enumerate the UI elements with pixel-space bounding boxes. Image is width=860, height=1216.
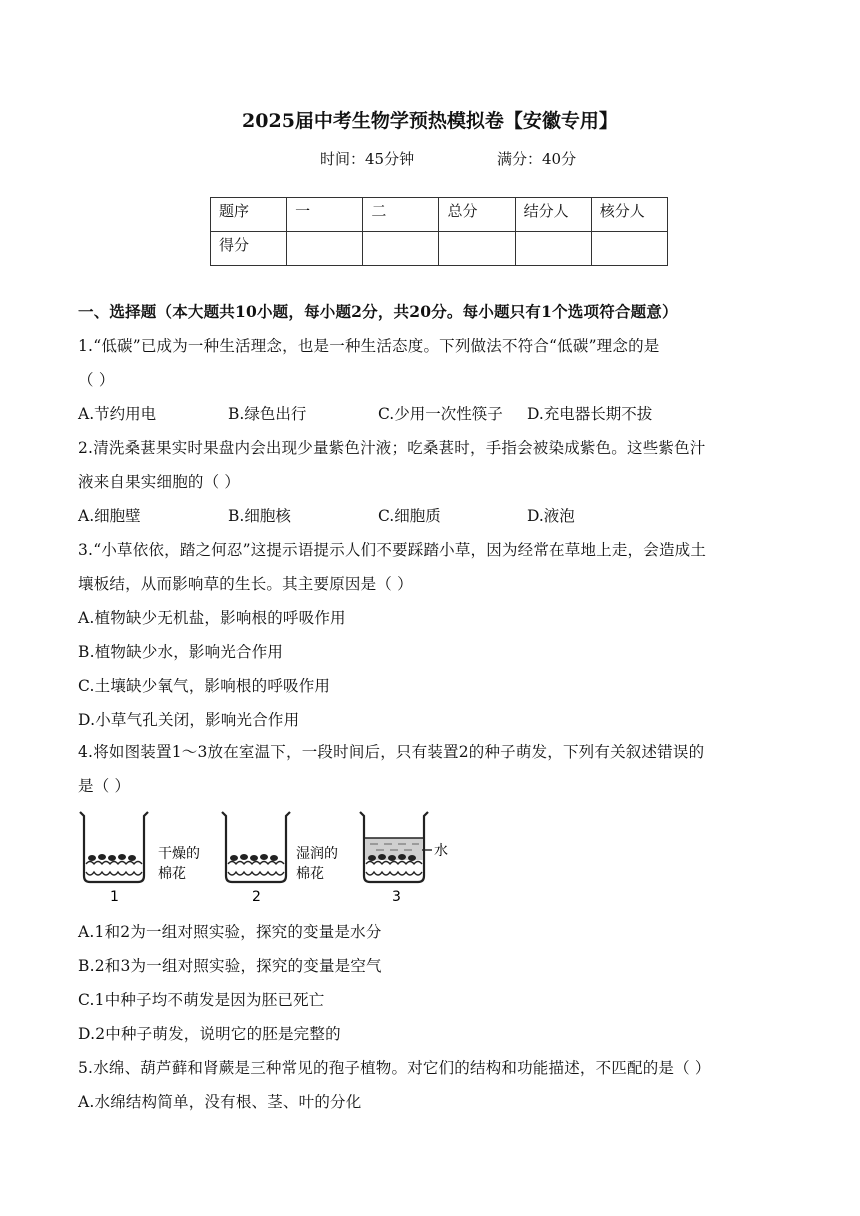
score-table-row-label: 得分 — [211, 232, 287, 266]
beaker-2-number: 2 — [252, 889, 261, 905]
question-1-stem-cont: （ ） — [78, 371, 115, 389]
beaker-2 — [222, 812, 290, 882]
score-table-header: 核分人 — [591, 198, 667, 232]
score-table-header-row — [211, 198, 668, 232]
q2-option-a: A.细胞壁 — [78, 507, 141, 525]
q2-option-b: B.细胞核 — [228, 507, 291, 525]
question-2-stem: 2.清洗桑葚果实时果盘内会出现少量紫色汁液；吃桑葚时，手指会被染成紫色。这些紫色汁 — [78, 439, 706, 457]
score-table-score-row — [211, 232, 668, 266]
beaker-3-label: 水 — [434, 843, 448, 859]
score-cell — [287, 232, 363, 266]
score-cell — [363, 232, 439, 266]
beaker-2-label: 棉花 — [296, 866, 324, 882]
question-1-stem: 1.“低碳”已成为一种生活理念，也是一种生活态度。下列做法不符合“低碳”理念的是 — [78, 337, 660, 355]
q1-option-d: D.充电器长期不拔 — [527, 405, 653, 423]
q5-option-a: A.水绵结构简单，没有根、茎、叶的分化 — [78, 1093, 362, 1111]
seeds-icon — [230, 854, 278, 861]
beaker-2-label: 湿润的 — [296, 846, 338, 862]
question-2-stem-cont: 液来自果实细胞的（ ） — [78, 473, 241, 491]
question-3-stem: 3.“小草依依，踏之何忍”这提示语提示人们不要踩踏小草，因为经常在草地上走，会造成土 — [78, 541, 707, 559]
question-4-stem-cont: 是（ ） — [78, 777, 131, 795]
question-5-stem: 5.水绵、葫芦藓和肾蕨是三种常见的孢子植物。对它们的结构和功能描述，不匹配的是（ ） — [78, 1059, 711, 1077]
page-title: 2025届中考生物学预热模拟卷【安徽专用】 — [242, 110, 618, 132]
beaker-1-label: 干燥的 — [158, 846, 200, 862]
q1-option-a: A.节约用电 — [78, 405, 157, 423]
score-table-header: 总分 — [439, 198, 515, 232]
exam-full-score: 满分：40分 — [497, 150, 577, 168]
q4-option-c: C.1中种子均不萌发是因为胚已死亡 — [78, 991, 325, 1009]
section-heading: 一、选择题（本大题共10小题，每小题2分，共20分。每小题只有1个选项符合题意） — [78, 302, 678, 321]
seed-germination-figure — [76, 808, 456, 910]
score-table — [210, 197, 668, 266]
q4-option-a: A.1和2为一组对照实验，探究的变量是水分 — [78, 923, 382, 941]
score-cell — [591, 232, 667, 266]
q3-option-d: D.小草气孔关闭，影响光合作用 — [78, 711, 300, 729]
q1-option-b: B.绿色出行 — [228, 405, 307, 423]
q3-option-a: A.植物缺少无机盐，影响根的呼吸作用 — [78, 609, 346, 627]
q4-option-b: B.2和3为一组对照实验，探究的变量是空气 — [78, 957, 382, 975]
question-4-stem: 4.将如图装置1～3放在室温下，一段时间后，只有装置2的种子萌发，下列有关叙述错误的 — [78, 743, 705, 761]
q2-option-d: D.液泡 — [527, 507, 575, 525]
score-cell — [439, 232, 515, 266]
q1-option-c: C.少用一次性筷子 — [378, 405, 503, 423]
score-table-header: 一 — [287, 198, 363, 232]
q2-option-c: C.细胞质 — [378, 507, 441, 525]
q4-option-d: D.2中种子萌发，说明它的胚是完整的 — [78, 1025, 341, 1043]
q3-option-b: B.植物缺少水，影响光合作用 — [78, 643, 284, 661]
beaker-1-label: 棉花 — [158, 866, 186, 882]
score-cell — [515, 232, 591, 266]
score-table-header: 结分人 — [515, 198, 591, 232]
beaker-1-number: 1 — [110, 889, 119, 905]
beaker-1 — [80, 812, 148, 882]
exam-time: 时间：45分钟 — [320, 150, 415, 168]
beaker-3-number: 3 — [392, 889, 401, 905]
score-table-header: 二 — [363, 198, 439, 232]
beaker-3 — [360, 812, 432, 882]
question-3-stem-cont: 壤板结，从而影响草的生长。其主要原因是（ ） — [78, 575, 413, 593]
score-table-header: 题序 — [211, 198, 287, 232]
q3-option-c: C.土壤缺少氧气，影响根的呼吸作用 — [78, 677, 331, 695]
seeds-icon — [88, 854, 136, 861]
